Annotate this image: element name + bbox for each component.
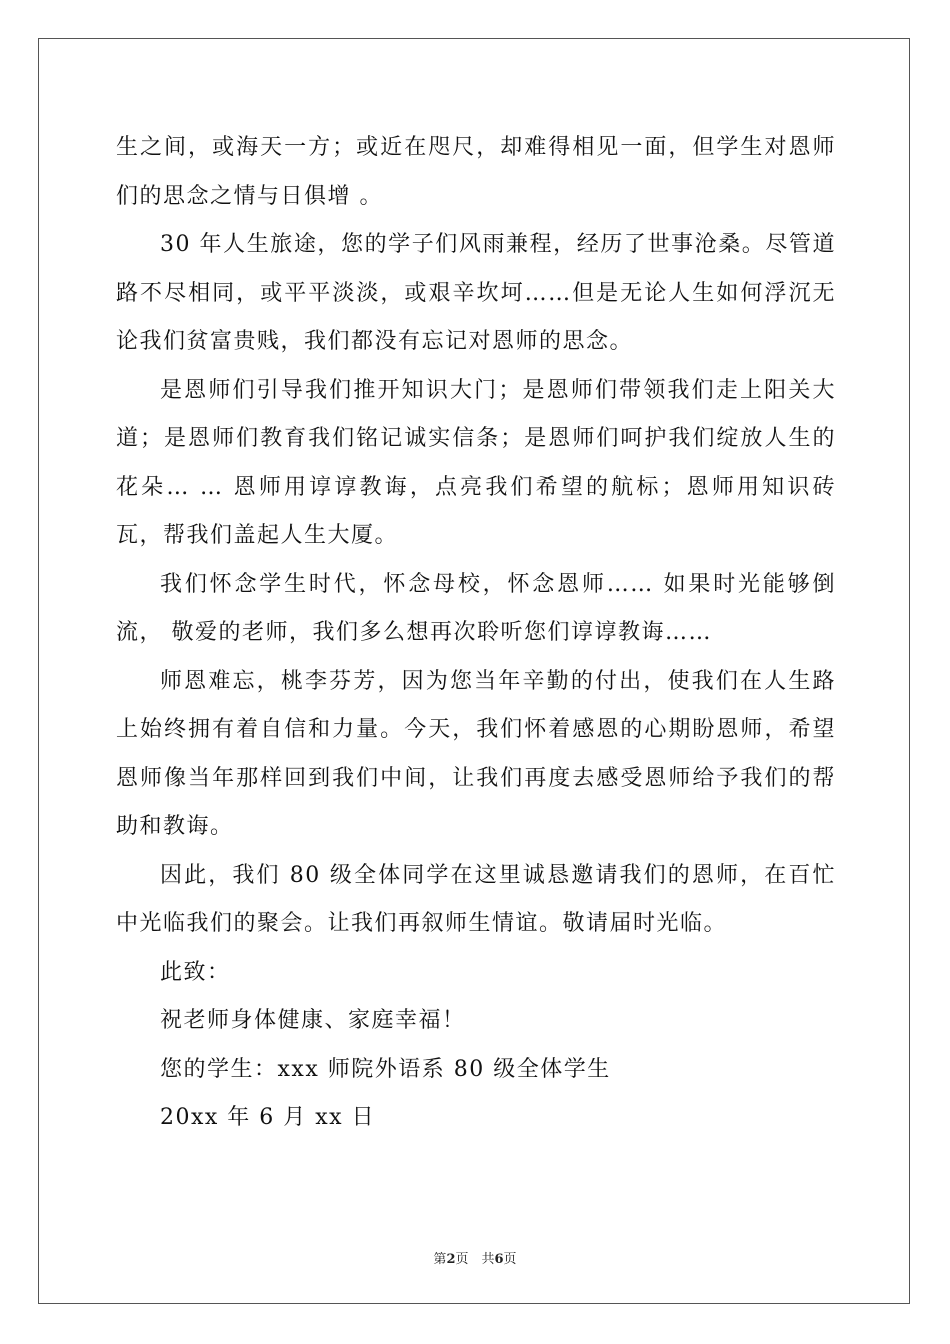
closing-signature: 您的学生：xxx 师院外语系 80 级全体学生 xyxy=(160,1056,611,1082)
document-body xyxy=(116,124,836,1143)
footer-page-mid: 页 共 xyxy=(455,1252,495,1267)
paragraph-3: 是恩师们引导我们推开知识大门；是恩师们带领我们走上阳关大道；是恩师们教育我们铭记诚实信条；是恩师们呵护我们绽放人生的花朵… … 恩师用谆谆教诲，点亮我们希望的航标；恩师用知识砖瓦，帮我们盖起人生大厦。 xyxy=(116,377,836,548)
page-footer xyxy=(0,1248,950,1267)
footer-page-prefix: 第 xyxy=(433,1252,447,1267)
paragraph-1: 生之间，或海天一方；或近在咫尺，却难得相见一面，但学生对恩师们的思念之情与日俱增 。 xyxy=(116,135,836,209)
paragraph-2: 30 年人生旅途，您的学子们风雨兼程，经历了世事沧桑。尽管道路不尽相同，或平平淡淡，或艰辛坎坷……但是无论人生如何浮沉无论我们贫富贵贱，我们都没有忘记对恩师的思念。 xyxy=(116,232,836,354)
paragraph-5: 师恩难忘，桃李芬芳，因为您当年辛勤的付出，使我们在人生路上始终拥有着自信和力量。今天，我们怀着感恩的心期盼恩师，希望恩师像当年那样回到我们中间，让我们再度去感受恩师给予我们的帮助和教诲。 xyxy=(116,668,836,839)
paragraph-4: 我们怀念学生时代，怀念母校，怀念恩师…… 如果时光能够倒流， 敬爱的老师，我们多么想再次聆听您们谆谆教诲…… xyxy=(116,571,836,645)
footer-page-total: 6 xyxy=(494,1252,504,1267)
footer-page-suffix: 页 xyxy=(503,1252,517,1267)
closing-salutation: 此致： xyxy=(160,959,231,985)
closing-date: 20xx 年 6 月 xx 日 xyxy=(160,1105,376,1130)
closing-wish: 祝老师身体健康、家庭幸福！ xyxy=(160,1008,466,1033)
paragraph-6: 因此，我们 80 级全体同学在这里诚恳邀请我们的恩师，在百忙中光临我们的聚会。让我们再叙师生情谊。敬请届时光临。 xyxy=(116,862,836,936)
footer-page-current: 2 xyxy=(446,1252,456,1267)
